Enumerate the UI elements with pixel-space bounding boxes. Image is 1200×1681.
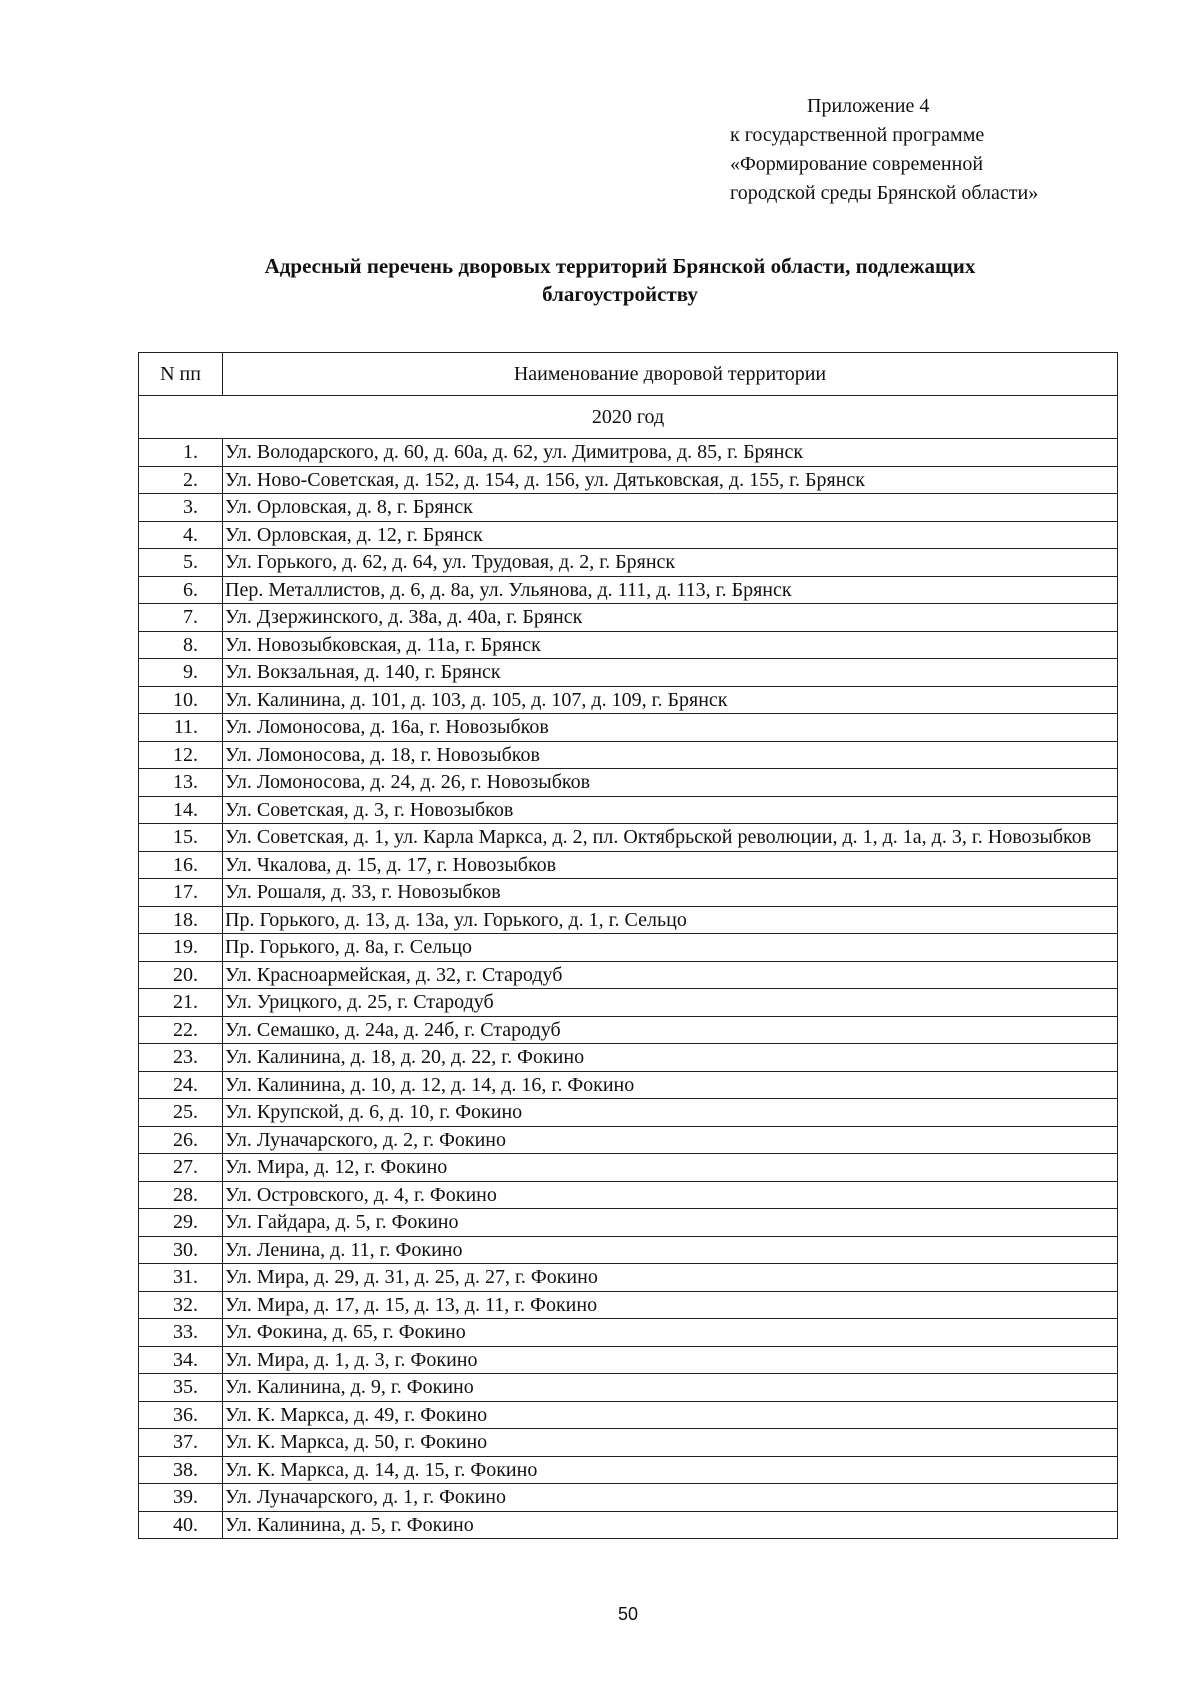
table-row [139,576,1118,604]
table-row [139,1016,1118,1044]
table-row [139,1401,1118,1429]
row-address: Ул. Калинина, д. 9, г. Фокино [223,1374,1118,1402]
table-row [139,879,1118,907]
row-number: 14. [139,796,223,824]
table-row [139,1099,1118,1127]
page-number: 50 [617,1604,639,1624]
row-number: 26. [139,1126,223,1154]
table-row [139,549,1118,577]
table-row [139,1346,1118,1374]
table-row [139,631,1118,659]
table-row [139,1181,1118,1209]
table-row [139,1374,1118,1402]
row-address: Ул. Калинина, д. 101, д. 103, д. 105, д. 107, д. 109, г. Брянск [223,686,1118,714]
year-row [139,396,1118,439]
row-address: Ул. Горького, д. 62, д. 64, ул. Трудовая, д. 2, г. Брянск [223,549,1118,577]
row-number: 17. [139,879,223,907]
table-row [139,604,1118,632]
row-number: 6. [139,576,223,604]
table-header-row [139,353,1118,396]
title-line: благоустройству [542,282,698,306]
appendix-line: городской среды Брянской области» [730,182,1039,204]
row-number: 31. [139,1264,223,1292]
row-number: 36. [139,1401,223,1429]
table-row [139,934,1118,962]
table-row [139,989,1118,1017]
row-number: 28. [139,1181,223,1209]
row-address: Ул. Ломоносова, д. 16а, г. Новозыбков [223,714,1118,742]
table-row [139,1291,1118,1319]
document-title [160,252,1080,308]
row-address: Пр. Горького, д. 8а, г. Сельцо [223,934,1118,962]
row-number: 24. [139,1071,223,1099]
appendix-line: Приложение 4 [807,95,930,117]
table-row [139,961,1118,989]
row-number: 11. [139,714,223,742]
table-row [139,1456,1118,1484]
row-address: Пер. Металлистов, д. 6, д. 8а, ул. Ульянова, д. 111, д. 113, г. Брянск [223,576,1118,604]
table-row [139,466,1118,494]
row-address: Ул. Крупской, д. 6, д. 10, г. Фокино [223,1099,1118,1127]
row-address: Ул. Мира, д. 1, д. 3, г. Фокино [223,1346,1118,1374]
row-number: 21. [139,989,223,1017]
row-address: Ул. Урицкого, д. 25, г. Стародуб [223,989,1118,1017]
row-number: 8. [139,631,223,659]
row-address: Ул. Чкалова, д. 15, д. 17, г. Новозыбков [223,851,1118,879]
table-row [139,714,1118,742]
appendix-block [730,92,1150,208]
table-row [139,796,1118,824]
row-number: 2. [139,466,223,494]
table-row [139,1264,1118,1292]
row-number: 9. [139,659,223,687]
table-row [139,1209,1118,1237]
row-address: Ул. Советская, д. 1, ул. Карла Маркса, д. 2, пл. Октябрьской революции, д. 1, д. 1а, д. 3, г. Новозыбков [223,824,1118,852]
row-address: Ул. Мира, д. 29, д. 31, д. 25, д. 27, г. Фокино [223,1264,1118,1292]
table-row [139,1319,1118,1347]
row-number: 13. [139,769,223,797]
row-number: 20. [139,961,223,989]
row-address: Ул. Ново-Советская, д. 152, д. 154, д. 156, ул. Дятьковская, д. 155, г. Брянск [223,466,1118,494]
table-row [139,659,1118,687]
row-number: 35. [139,1374,223,1402]
row-address: Пр. Горького, д. 13, д. 13а, ул. Горького, д. 1, г. Сельцо [223,906,1118,934]
table-row [139,1484,1118,1512]
table-row [139,1154,1118,1182]
row-number: 33. [139,1319,223,1347]
row-address: Ул. Дзержинского, д. 38а, д. 40а, г. Брянск [223,604,1118,632]
row-address: Ул. К. Маркса, д. 50, г. Фокино [223,1429,1118,1457]
row-number: 38. [139,1456,223,1484]
appendix-line: к государственной программе [730,124,985,146]
header-number: N пп [139,353,223,396]
row-number: 5. [139,549,223,577]
table-row [139,1071,1118,1099]
row-number: 3. [139,494,223,522]
year-label: 2020 год [139,396,1118,439]
row-address: Ул. Мира, д. 12, г. Фокино [223,1154,1118,1182]
table-row [139,494,1118,522]
table-row [139,1429,1118,1457]
address-table [138,352,1118,1539]
row-address: Ул. Островского, д. 4, г. Фокино [223,1181,1118,1209]
row-address: Ул. Луначарского, д. 1, г. Фокино [223,1484,1118,1512]
header-name: Наименование дворовой территории [223,353,1118,396]
row-number: 12. [139,741,223,769]
row-address: Ул. К. Маркса, д. 14, д. 15, г. Фокино [223,1456,1118,1484]
row-address: Ул. Вокзальная, д. 140, г. Брянск [223,659,1118,687]
row-number: 27. [139,1154,223,1182]
row-address: Ул. Рошаля, д. 33, г. Новозыбков [223,879,1118,907]
table-row [139,521,1118,549]
row-address: Ул. Красноармейская, д. 32, г. Стародуб [223,961,1118,989]
table-row [139,1511,1118,1539]
row-address: Ул. Луначарского, д. 2, г. Фокино [223,1126,1118,1154]
table-row [139,439,1118,467]
row-number: 19. [139,934,223,962]
row-number: 40. [139,1511,223,1539]
title-line: Адресный перечень дворовых территорий Брянской области, подлежащих [264,254,976,278]
row-number: 32. [139,1291,223,1319]
table-row [139,769,1118,797]
row-address: Ул. Орловская, д. 8, г. Брянск [223,494,1118,522]
table-row [139,741,1118,769]
row-address: Ул. Гайдара, д. 5, г. Фокино [223,1209,1118,1237]
table-row [139,1126,1118,1154]
row-address: Ул. Калинина, д. 10, д. 12, д. 14, д. 16, г. Фокино [223,1071,1118,1099]
table-row [139,1236,1118,1264]
row-number: 37. [139,1429,223,1457]
row-address: Ул. Ломоносова, д. 18, г. Новозыбков [223,741,1118,769]
table-row [139,851,1118,879]
row-address: Ул. Орловская, д. 12, г. Брянск [223,521,1118,549]
row-number: 25. [139,1099,223,1127]
row-address: Ул. Советская, д. 3, г. Новозыбков [223,796,1118,824]
row-number: 1. [139,439,223,467]
row-address: Ул. Калинина, д. 18, д. 20, д. 22, г. Фокино [223,1044,1118,1072]
row-number: 23. [139,1044,223,1072]
row-address: Ул. Ленина, д. 11, г. Фокино [223,1236,1118,1264]
row-address: Ул. Володарского, д. 60, д. 60а, д. 62, ул. Димитрова, д. 85, г. Брянск [223,439,1118,467]
table-row [139,686,1118,714]
table-row [139,906,1118,934]
row-number: 22. [139,1016,223,1044]
row-address: Ул. К. Маркса, д. 49, г. Фокино [223,1401,1118,1429]
row-number: 39. [139,1484,223,1512]
table-row [139,824,1118,852]
row-address: Ул. Новозыбковская, д. 11а, г. Брянск [223,631,1118,659]
row-address: Ул. Фокина, д. 65, г. Фокино [223,1319,1118,1347]
row-address: Ул. Семашко, д. 24а, д. 24б, г. Стародуб [223,1016,1118,1044]
row-address: Ул. Мира, д. 17, д. 15, д. 13, д. 11, г. Фокино [223,1291,1118,1319]
row-number: 10. [139,686,223,714]
row-number: 16. [139,851,223,879]
appendix-line: «Формирование современной [730,153,984,175]
table-row [139,1044,1118,1072]
row-address: Ул. Калинина, д. 5, г. Фокино [223,1511,1118,1539]
row-number: 15. [139,824,223,852]
row-address: Ул. Ломоносова, д. 24, д. 26, г. Новозыбков [223,769,1118,797]
table-body [139,396,1118,1539]
row-number: 18. [139,906,223,934]
row-number: 30. [139,1236,223,1264]
row-number: 7. [139,604,223,632]
row-number: 34. [139,1346,223,1374]
row-number: 4. [139,521,223,549]
row-number: 29. [139,1209,223,1237]
